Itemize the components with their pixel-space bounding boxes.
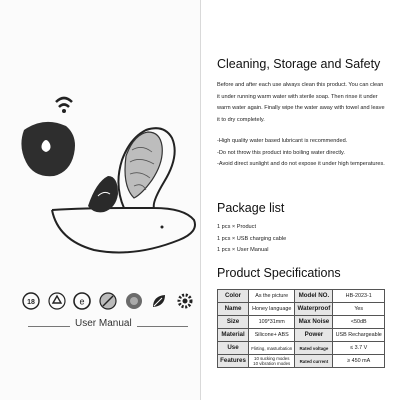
leaf-icon <box>150 292 168 310</box>
specs-title: Product Specifications <box>217 266 341 280</box>
spec-value: ≥ 450 mA <box>333 355 385 368</box>
spec-value: Silicone+ ABS <box>249 329 295 342</box>
table-row <box>218 316 385 329</box>
spec-label: Use <box>218 342 249 355</box>
safety-notes <box>217 136 385 171</box>
spec-label: Features <box>218 355 249 368</box>
spec-value: ≤ 3.7 V <box>333 342 385 355</box>
spec-value: 109*31mm <box>249 316 295 329</box>
note-item: -Do not throw this product into boiling water directly. <box>217 149 345 156</box>
spec-label: Rated voltage <box>295 342 333 355</box>
cleaning-paragraph <box>217 80 385 126</box>
spec-value: Honey language <box>249 303 295 316</box>
spec-value: <50dB <box>333 316 385 329</box>
package-item: 1 pcs × User Manual <box>217 247 269 253</box>
recycle-icon <box>48 292 66 310</box>
svg-text:e: e <box>79 296 85 307</box>
spec-label: Rated current <box>295 355 333 368</box>
product-illustration <box>14 90 204 275</box>
spec-value: USB Rechargeable <box>333 329 385 342</box>
package-item: 1 pcs × Product <box>217 224 257 230</box>
spec-label: Color <box>218 290 249 303</box>
spec-label: Size <box>218 316 249 329</box>
note-item: -Avoid direct sunlight and do not expose it under high temperatures. <box>217 161 385 167</box>
cleaning-title: Cleaning, Storage and Safety <box>217 57 381 71</box>
spec-label: Material <box>218 329 249 342</box>
spec-value: 10 sucking modes 10 vibration modes <box>249 355 295 368</box>
cleaning-text: Before and after each use always clean this product. You can clean it under running warm water with sterile soap. Then rinse it under warm water again. Finally wipe the water away with towel and leave it to dry completely. <box>217 82 385 123</box>
spec-label: Power <box>295 329 333 342</box>
e-mark-icon <box>73 292 91 310</box>
age-18-plus-icon <box>22 292 40 310</box>
spec-value: HB-2023-1 <box>333 290 385 303</box>
spec-value: As the picture <box>249 290 295 303</box>
certification-icons <box>22 292 194 310</box>
spec-value: Yes <box>333 303 385 316</box>
spec-table <box>217 289 385 368</box>
package-item: 1 pcs × USB charging cable <box>217 235 287 242</box>
package-list <box>217 222 385 257</box>
table-row <box>218 355 385 368</box>
note-item: -High quality water based lubricant is recommended. <box>217 138 348 144</box>
dot-circle-icon <box>125 292 143 310</box>
svg-text:18: 18 <box>27 299 35 306</box>
package-title: Package list <box>217 201 285 215</box>
table-row <box>218 342 385 355</box>
spec-label: Waterproof <box>295 303 333 316</box>
spec-label: Model NO. <box>295 290 333 303</box>
manual-title: User Manual <box>70 318 137 329</box>
table-row <box>218 290 385 303</box>
prohibited-icon <box>99 292 117 310</box>
spec-label: Name <box>218 303 249 316</box>
table-row <box>218 303 385 316</box>
gear-icon <box>176 292 194 310</box>
spec-value: Flirting, masturbation <box>249 342 295 355</box>
spec-label: Max Noise <box>295 316 333 329</box>
table-row <box>218 329 385 342</box>
